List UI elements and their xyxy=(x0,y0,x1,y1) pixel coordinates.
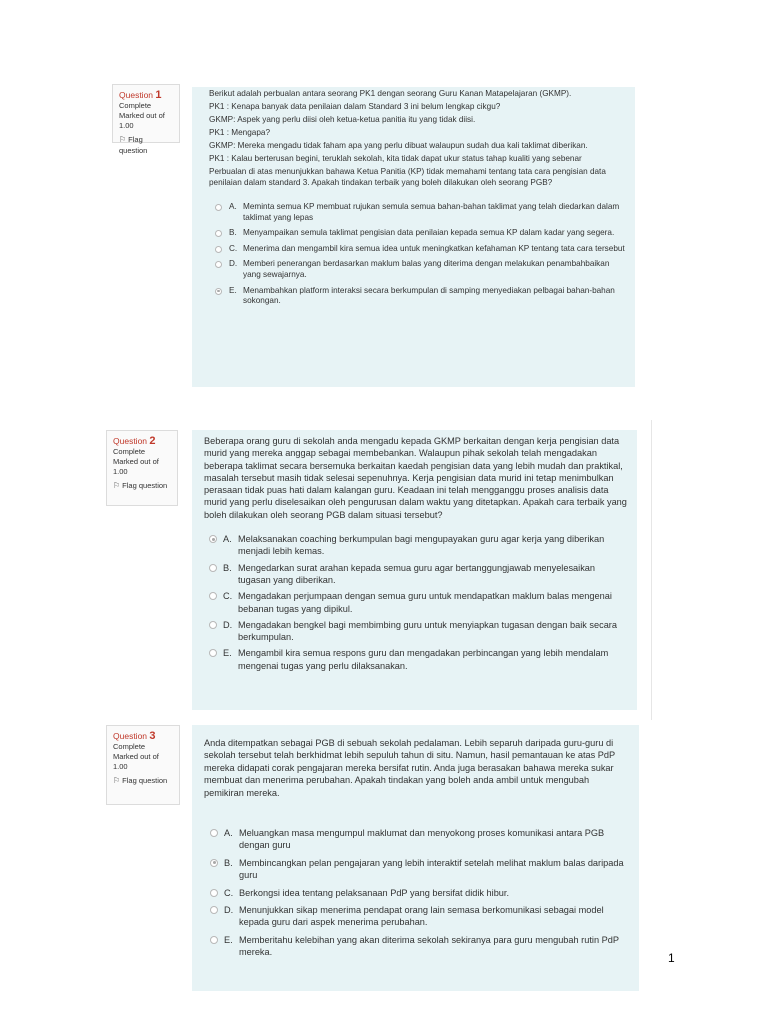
radio-button[interactable] xyxy=(215,204,222,211)
question-content xyxy=(192,725,639,991)
radio-button[interactable] xyxy=(209,535,217,543)
flag-icon: ⚐ xyxy=(119,135,127,145)
stem-paragraph: Perbualan di atas menunjukkan bahawa Ketua Panitia (KP) tidak memahami tentang tata cara pengisian data penilaian dalam standard 3. Apakah tindakan terbaik yang boleh dilakukan oleh seorang PGB? xyxy=(209,166,606,187)
radio-button[interactable] xyxy=(215,261,222,268)
radio-button[interactable] xyxy=(210,906,218,914)
answer-option-c[interactable] xyxy=(204,590,627,615)
stem-paragraph: PK1 : Mengapa? xyxy=(209,127,270,137)
option-text: Mengadakan bengkel bagi membimbing guru untuk menyiapkan tugasan dengan baik secara berkumpulan. xyxy=(238,619,617,643)
option-text: Meluangkan masa mengumpul maklumat dan menyokong proses komunikasi antara PGB dengan guru xyxy=(239,828,605,851)
flag-icon: ⚐ xyxy=(113,481,121,491)
option-letter: E. xyxy=(224,934,233,945)
stem-paragraph: PK1 : Kalau berterusan begini, teruklah sekolah, kita tidak dapat ukur status tahap kualiti yang sebenar xyxy=(209,153,582,163)
stem-paragraph: GKMP: Mereka mengadu tidak faham apa yang perlu dibuat walaupun sudah dua kali taklimat diberikan. xyxy=(209,140,588,150)
radio-button[interactable] xyxy=(215,246,222,253)
option-text: Melaksanakan coaching berkumpulan bagi mengupayakan guru agar kerja yang diberikan menjadi lebih kemas. xyxy=(238,534,605,557)
question-info xyxy=(106,725,180,805)
stem-paragraph: GKMP: Aspek yang perlu diisi oleh ketua-ketua panitia itu yang tidak diisi. xyxy=(209,114,476,124)
option-letter: B. xyxy=(224,857,233,868)
question-number: Question 3 xyxy=(113,730,156,742)
option-letter: D. xyxy=(229,259,238,269)
radio-button[interactable] xyxy=(210,889,218,897)
question-status: Complete xyxy=(119,101,152,110)
answer-option-d[interactable] xyxy=(204,619,627,644)
question-info xyxy=(112,84,180,156)
option-text: Membincangkan pelan pengajaran yang lebih interaktif setelah melihat maklum balas daripada guru xyxy=(239,857,624,881)
option-text: Berkongsi idea tentang pelaksanaan PdP yang bersifat didik hibur. xyxy=(239,887,510,898)
option-text: Mengadakan perjumpaan dengan semua guru untuk mendapatkan maklum balas mengenai bebanan tugas yang dipikul. xyxy=(238,591,612,614)
answer-option-e[interactable] xyxy=(204,647,627,672)
answer-option-a[interactable] xyxy=(204,533,627,558)
radio-button[interactable] xyxy=(210,859,218,867)
option-letter: E. xyxy=(229,285,237,295)
flag-question-link[interactable]: ⚐ Flag question xyxy=(113,776,168,786)
question-number: Question 2 xyxy=(113,435,156,447)
option-text: Menambahkan platform interaksi secara berkumpulan di samping menyediakan pelbagai bahan-bahan sokongan. xyxy=(243,285,615,306)
stem-paragraph: Beberapa orang guru di sekolah anda mengadu kepada GKMP berkaitan dengan kerja pengisian data murid yang mereka anggap sebagai membebankan. Walaupun pihak sekolah telah mengadakan beberapa taklimat secara bersemuka berkaitan kaedah pengisian data yang lebih mudah dan praktikal, masalah tersebut masih tidak selesai sepenuhnya. Kerja pengisian data murid ini tetap menimbulkan perasaan tidak puas hati dalam kalangan guru. Keadaan ini telah mengganggu proses analisis data murid yang perlu diselesaikan oleh pengurusan dalam waktu yang ditetapkan. Apakah cara terbaik yang boleh dilakukan oleh seorang PGB dalam situasi tersebut? xyxy=(204,436,627,520)
question-status: Complete xyxy=(113,447,146,456)
marked-label: Marked out of xyxy=(113,457,159,467)
answer-option-c[interactable] xyxy=(204,887,627,899)
answer-option-b[interactable] xyxy=(204,857,627,882)
option-text: Menunjukkan sikap menerima pendapat orang lain semasa berkomunikasi sebagai model kepada guru dari aspek menerima perubahan. xyxy=(239,905,604,928)
question-number: Question 1 xyxy=(119,89,162,101)
option-letter: B. xyxy=(223,562,232,573)
stem-paragraph: Berikut adalah perbualan antara seorang PK1 dengan seorang Guru Kanan Matapelajaran (GKMP). xyxy=(209,89,572,98)
radio-button[interactable] xyxy=(209,564,217,572)
marked-value: 1.00 xyxy=(113,467,128,477)
question-content xyxy=(192,430,637,710)
question-content xyxy=(192,87,635,387)
page-edge-line xyxy=(651,420,652,720)
radio-button[interactable] xyxy=(209,621,217,629)
stem-paragraph: PK1 : Kenapa banyak data penilaian dalam Standard 3 ini belum lengkap cikgu? xyxy=(209,101,501,111)
flag-question-link[interactable]: ⚐ Flag question xyxy=(113,481,168,491)
answer-option-a[interactable] xyxy=(209,202,625,223)
radio-button[interactable] xyxy=(210,829,218,837)
answer-option-e[interactable] xyxy=(209,286,625,307)
answer-options xyxy=(204,533,627,672)
radio-button[interactable] xyxy=(210,936,218,944)
answer-option-d[interactable] xyxy=(209,259,625,280)
answer-option-d[interactable] xyxy=(204,904,627,929)
question-stem xyxy=(204,737,627,799)
answer-option-c[interactable] xyxy=(209,244,625,255)
flag-question-link[interactable]: ⚐ Flag question xyxy=(119,135,148,156)
question-stem xyxy=(209,89,625,188)
answer-option-e[interactable] xyxy=(204,934,627,959)
option-letter: C. xyxy=(224,887,234,898)
answer-option-a[interactable] xyxy=(204,827,627,852)
option-text: Memberi penerangan berdasarkan maklum balas yang diterima dengan melakukan penambahbaikan yang sewajarnya. xyxy=(243,259,610,280)
option-letter: A. xyxy=(223,534,232,545)
option-text: Mengambil kira semua respons guru dan mengadakan perbincangan yang lebih mendalam mengenai tugas yang perlu dilaksanakan. xyxy=(238,648,609,671)
question-info xyxy=(106,430,178,506)
option-letter: C. xyxy=(229,243,238,253)
option-text: Mengedarkan surat arahan kepada semua guru agar bertanggungjawab menyelesaikan tugasan yang diberikan. xyxy=(238,562,596,585)
page-number: 1 xyxy=(668,951,675,965)
radio-button[interactable] xyxy=(215,230,222,237)
option-text: Memberitahu kelebihan yang akan diterima sekolah sekiranya para guru mengubah rutin PdP mereka. xyxy=(239,934,619,958)
answer-options xyxy=(209,202,625,307)
marked-label: Marked out of xyxy=(119,111,165,121)
marked-label: Marked out of xyxy=(113,752,159,762)
flag-icon: ⚐ xyxy=(113,776,121,786)
question-stem xyxy=(204,435,627,521)
option-letter: A. xyxy=(229,202,237,212)
radio-button[interactable] xyxy=(209,592,217,600)
option-text: Meminta semua KP membuat rujukan semula semua bahan-bahan taklimat yang telah diedarkan dalam taklimat yang lepas xyxy=(243,202,620,222)
question-status: Complete xyxy=(113,742,146,751)
option-text: Menerima dan mengambil kira semua idea untuk meningkatkan kefahaman KP tentang tata cara tersebut xyxy=(243,243,625,253)
option-letter: A. xyxy=(224,828,233,839)
answer-option-b[interactable] xyxy=(204,562,627,587)
radio-button[interactable] xyxy=(209,649,217,657)
option-text: Menyampaikan semula taklimat pengisian data penilaian kepada semua KP dalam kadar yang segera. xyxy=(243,228,615,238)
option-letter: B. xyxy=(229,228,237,238)
radio-button[interactable] xyxy=(215,288,222,295)
option-letter: E. xyxy=(223,648,232,659)
answer-option-b[interactable] xyxy=(209,228,625,239)
stem-paragraph: Anda ditempatkan sebagai PGB di sebuah sekolah pedalaman. Lebih separuh daripada guru-guru di sekolah tersebut telah berkhidmat lebih sepuluh tahun di situ. Namun, hasil pemantauan ke atas PdP mereka didapati corak pengajaran mereka bersifat rutin. Anda juga berasakan bahawa mereka sukar membuat dan menerima perubahan. Apakah tindakan yang boleh anda ambil untuk mengubah pemikiran mereka. xyxy=(204,738,615,798)
answer-options xyxy=(204,827,627,959)
option-letter: D. xyxy=(223,619,233,630)
marked-value: 1.00 xyxy=(119,121,134,131)
option-letter: C. xyxy=(223,591,233,602)
option-letter: D. xyxy=(224,905,234,916)
marked-value: 1.00 xyxy=(113,762,128,772)
